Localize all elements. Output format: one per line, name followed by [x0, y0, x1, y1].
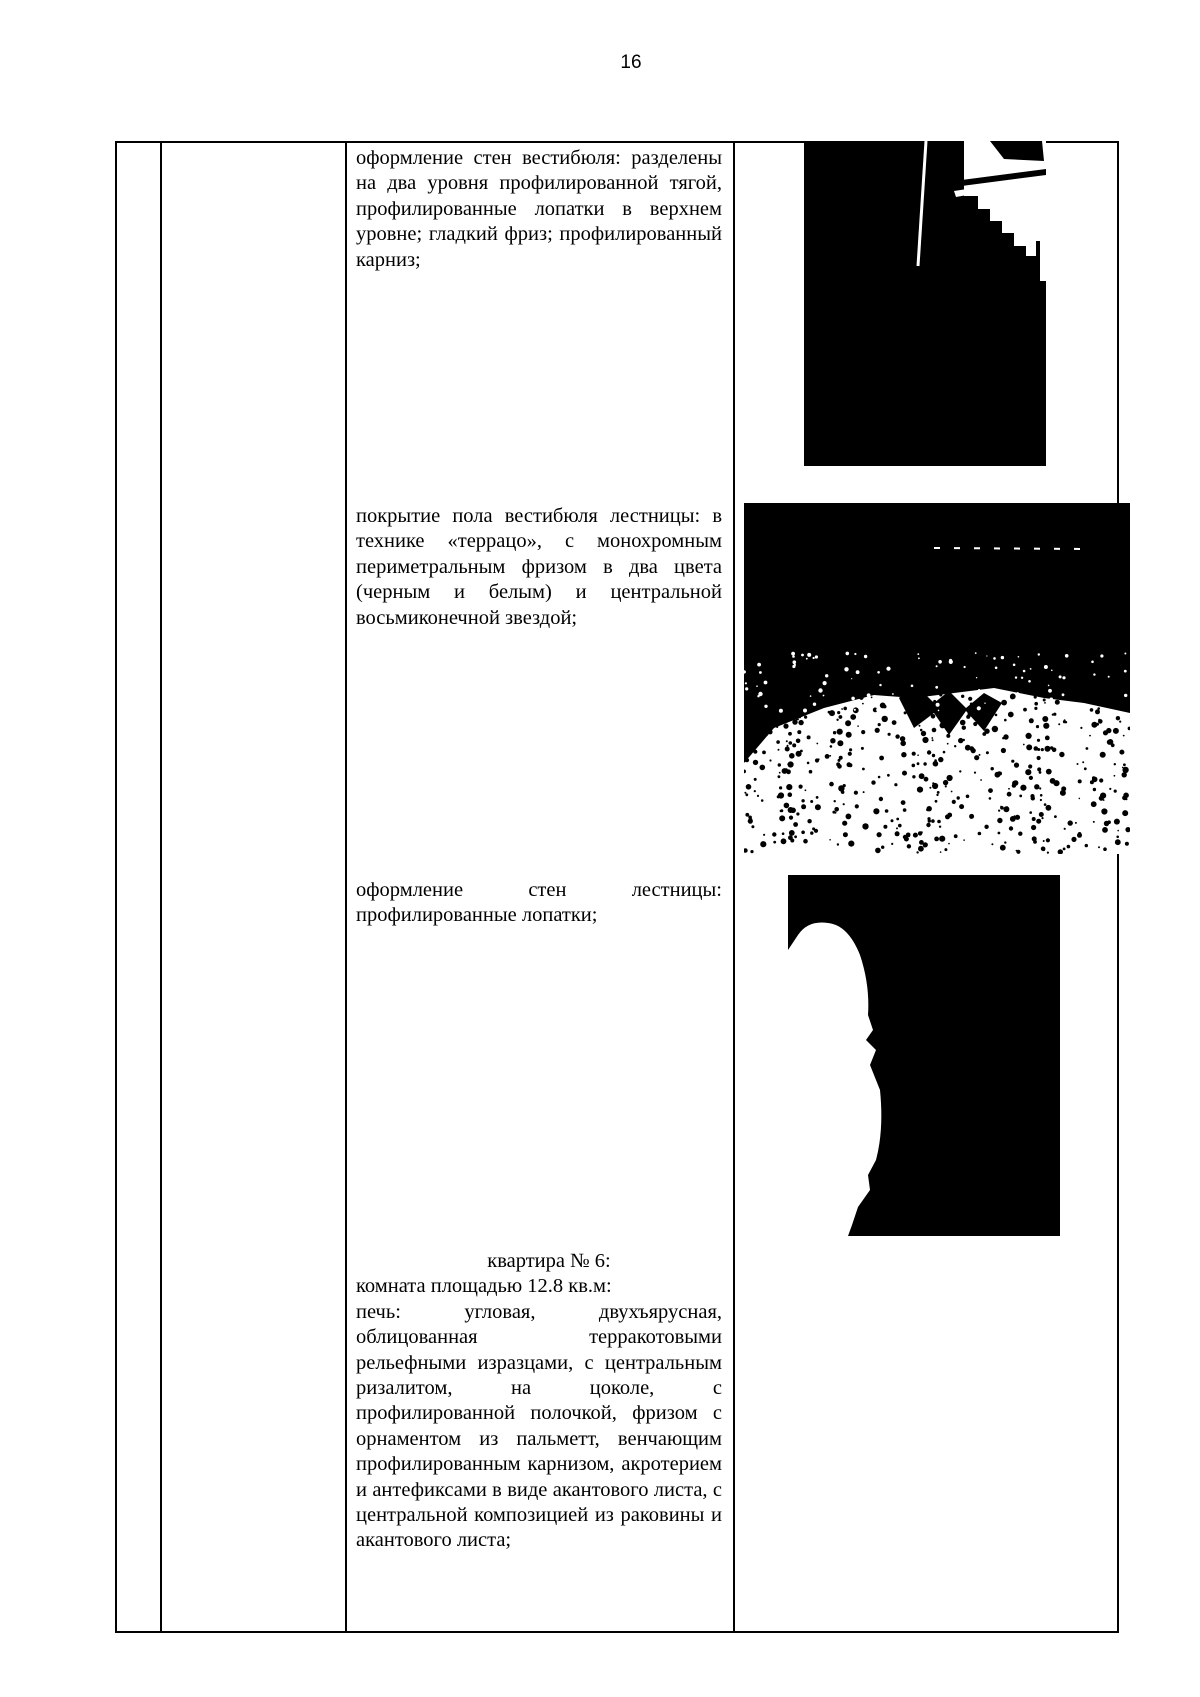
room-heading: комната площадью 12.8 кв.м: — [356, 1275, 612, 1298]
stair-walls-photo — [788, 875, 1060, 1236]
terrazzo-floor-photo — [744, 503, 1130, 854]
column-divider-3 — [733, 143, 735, 1631]
description-vestibule-walls: оформление стен вестибюля: разделены на два уровня профилированной тягой, профилированные лопатки в верхнем уровне; гладкий фриз; профилированный карниз; — [356, 147, 722, 271]
column-divider-2 — [345, 143, 347, 1631]
vestibule-walls-photo — [804, 141, 1046, 466]
description-vestibule-floor: покрытие пола вестибюля лестницы: в технике «террацо», с монохромным периметральным фризом в два цвета (черным и белым) и центральной восьмиконечной звездой; — [356, 505, 722, 629]
column-divider-1 — [160, 143, 162, 1631]
apartment-heading: квартира № 6: — [487, 1250, 611, 1272]
description-stair-walls: оформление стен лестницы: профилированные лопатки; — [356, 879, 722, 927]
page-number: 16 — [620, 52, 642, 73]
stove-description: печь: угловая, двухъярусная, облицованная терракотовыми рельефными изразцами, с центральным ризалитом, на цоколе, с профилированной полочкой, фризом с орнаментом из пальметт, венчающим профилированным карнизом, акротерием и антефиксами в виде акантового листа, с центральной композицией из раковины и акантового листа; — [356, 1300, 722, 1552]
description-apartment-6 — [356, 1249, 722, 1554]
